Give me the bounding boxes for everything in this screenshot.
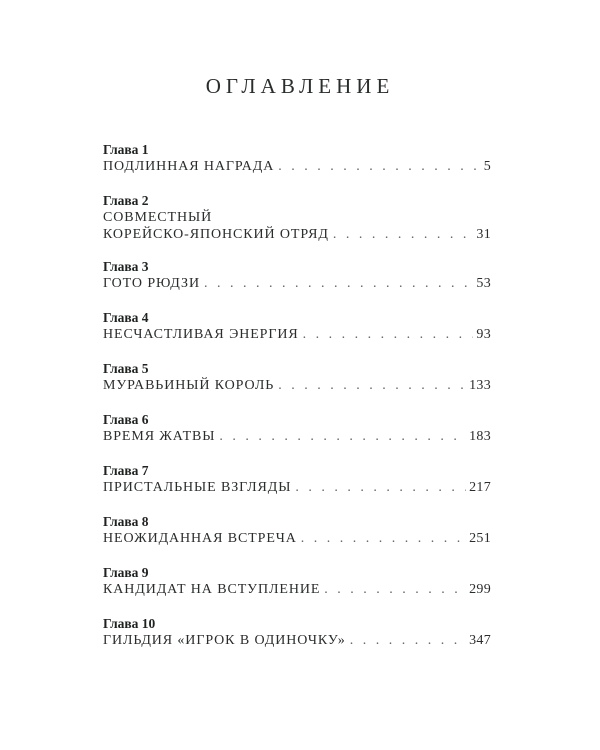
chapter-title-line: СОВМЕСТНЫЙ bbox=[103, 210, 213, 225]
page-number: 53 bbox=[476, 276, 491, 291]
page-number: 133 bbox=[469, 378, 491, 393]
toc-entry[interactable] bbox=[103, 193, 491, 259]
chapter-title: НЕОЖИДАННАЯ ВСТРЕЧА bbox=[103, 531, 297, 546]
chapter-title-row bbox=[103, 479, 491, 496]
toc-entry[interactable] bbox=[103, 259, 491, 310]
chapter-title-row bbox=[103, 632, 491, 649]
chapter-label: Глава 7 bbox=[103, 463, 149, 478]
chapter-title-row bbox=[103, 581, 491, 598]
chapter-title: ГИЛЬДИЯ «ИГРОК В ОДИНОЧКУ» bbox=[103, 633, 346, 648]
chapter-label: Глава 6 bbox=[103, 412, 149, 427]
chapter-title-row bbox=[103, 530, 491, 547]
toc-entry[interactable] bbox=[103, 361, 491, 412]
toc-entry[interactable] bbox=[103, 514, 491, 565]
dot-leader bbox=[219, 428, 466, 445]
dot-leader bbox=[301, 530, 466, 547]
page-number: 299 bbox=[469, 582, 491, 597]
page-number: 217 bbox=[469, 480, 491, 495]
chapter-label: Глава 4 bbox=[103, 310, 149, 325]
dot-leader bbox=[204, 275, 473, 292]
dot-leader bbox=[324, 581, 466, 598]
chapter-label: Глава 9 bbox=[103, 565, 149, 580]
chapter-title-row bbox=[103, 428, 491, 445]
chapter-title: МУРАВЬИНЫЙ КОРОЛЬ bbox=[103, 378, 275, 393]
dot-leader bbox=[278, 158, 480, 175]
chapter-title: КОРЕЙСКО-ЯПОНСКИЙ ОТРЯД bbox=[103, 227, 329, 242]
page-number: 31 bbox=[476, 227, 491, 242]
toc-entry[interactable] bbox=[103, 616, 491, 667]
page-number: 93 bbox=[476, 327, 491, 342]
chapter-label: Глава 8 bbox=[103, 514, 149, 529]
chapter-title-row bbox=[103, 275, 491, 292]
toc-entry[interactable] bbox=[103, 310, 491, 361]
toc-entry[interactable] bbox=[103, 463, 491, 514]
chapter-label: Глава 2 bbox=[103, 193, 149, 208]
chapter-title: ПРИСТАЛЬНЫЕ ВЗГЛЯДЫ bbox=[103, 480, 292, 495]
chapter-title: КАНДИДАТ НА ВСТУПЛЕНИЕ bbox=[103, 582, 321, 597]
chapter-label: Глава 10 bbox=[103, 616, 156, 631]
chapter-label: Глава 5 bbox=[103, 361, 149, 376]
page-number: 347 bbox=[469, 633, 491, 648]
chapter-title-row bbox=[103, 377, 491, 394]
chapter-title-row bbox=[103, 226, 491, 243]
chapter-title: ПОДЛИННАЯ НАГРАДА bbox=[103, 159, 275, 174]
chapter-title: НЕСЧАСТЛИВАЯ ЭНЕРГИЯ bbox=[103, 327, 299, 342]
toc-entry[interactable] bbox=[103, 412, 491, 463]
dot-leader bbox=[278, 377, 466, 394]
toc-entry[interactable] bbox=[103, 142, 491, 193]
dot-leader bbox=[303, 326, 474, 343]
chapter-title-row bbox=[103, 158, 491, 175]
toc-entry[interactable] bbox=[103, 565, 491, 616]
page-title: ОГЛАВЛЕНИЕ bbox=[205, 74, 395, 98]
table-of-contents bbox=[103, 142, 491, 667]
dot-leader bbox=[350, 632, 466, 649]
chapter-label: Глава 1 bbox=[103, 142, 149, 157]
dot-leader bbox=[333, 226, 474, 243]
page-number: 5 bbox=[483, 159, 491, 174]
chapter-title: ВРЕМЯ ЖАТВЫ bbox=[103, 429, 216, 444]
page-number: 183 bbox=[469, 429, 491, 444]
chapter-title-row bbox=[103, 326, 491, 343]
chapter-title: ГОТО РЮДЗИ bbox=[103, 276, 200, 291]
page-number: 251 bbox=[469, 531, 491, 546]
chapter-label: Глава 3 bbox=[103, 259, 149, 274]
dot-leader bbox=[295, 479, 466, 496]
